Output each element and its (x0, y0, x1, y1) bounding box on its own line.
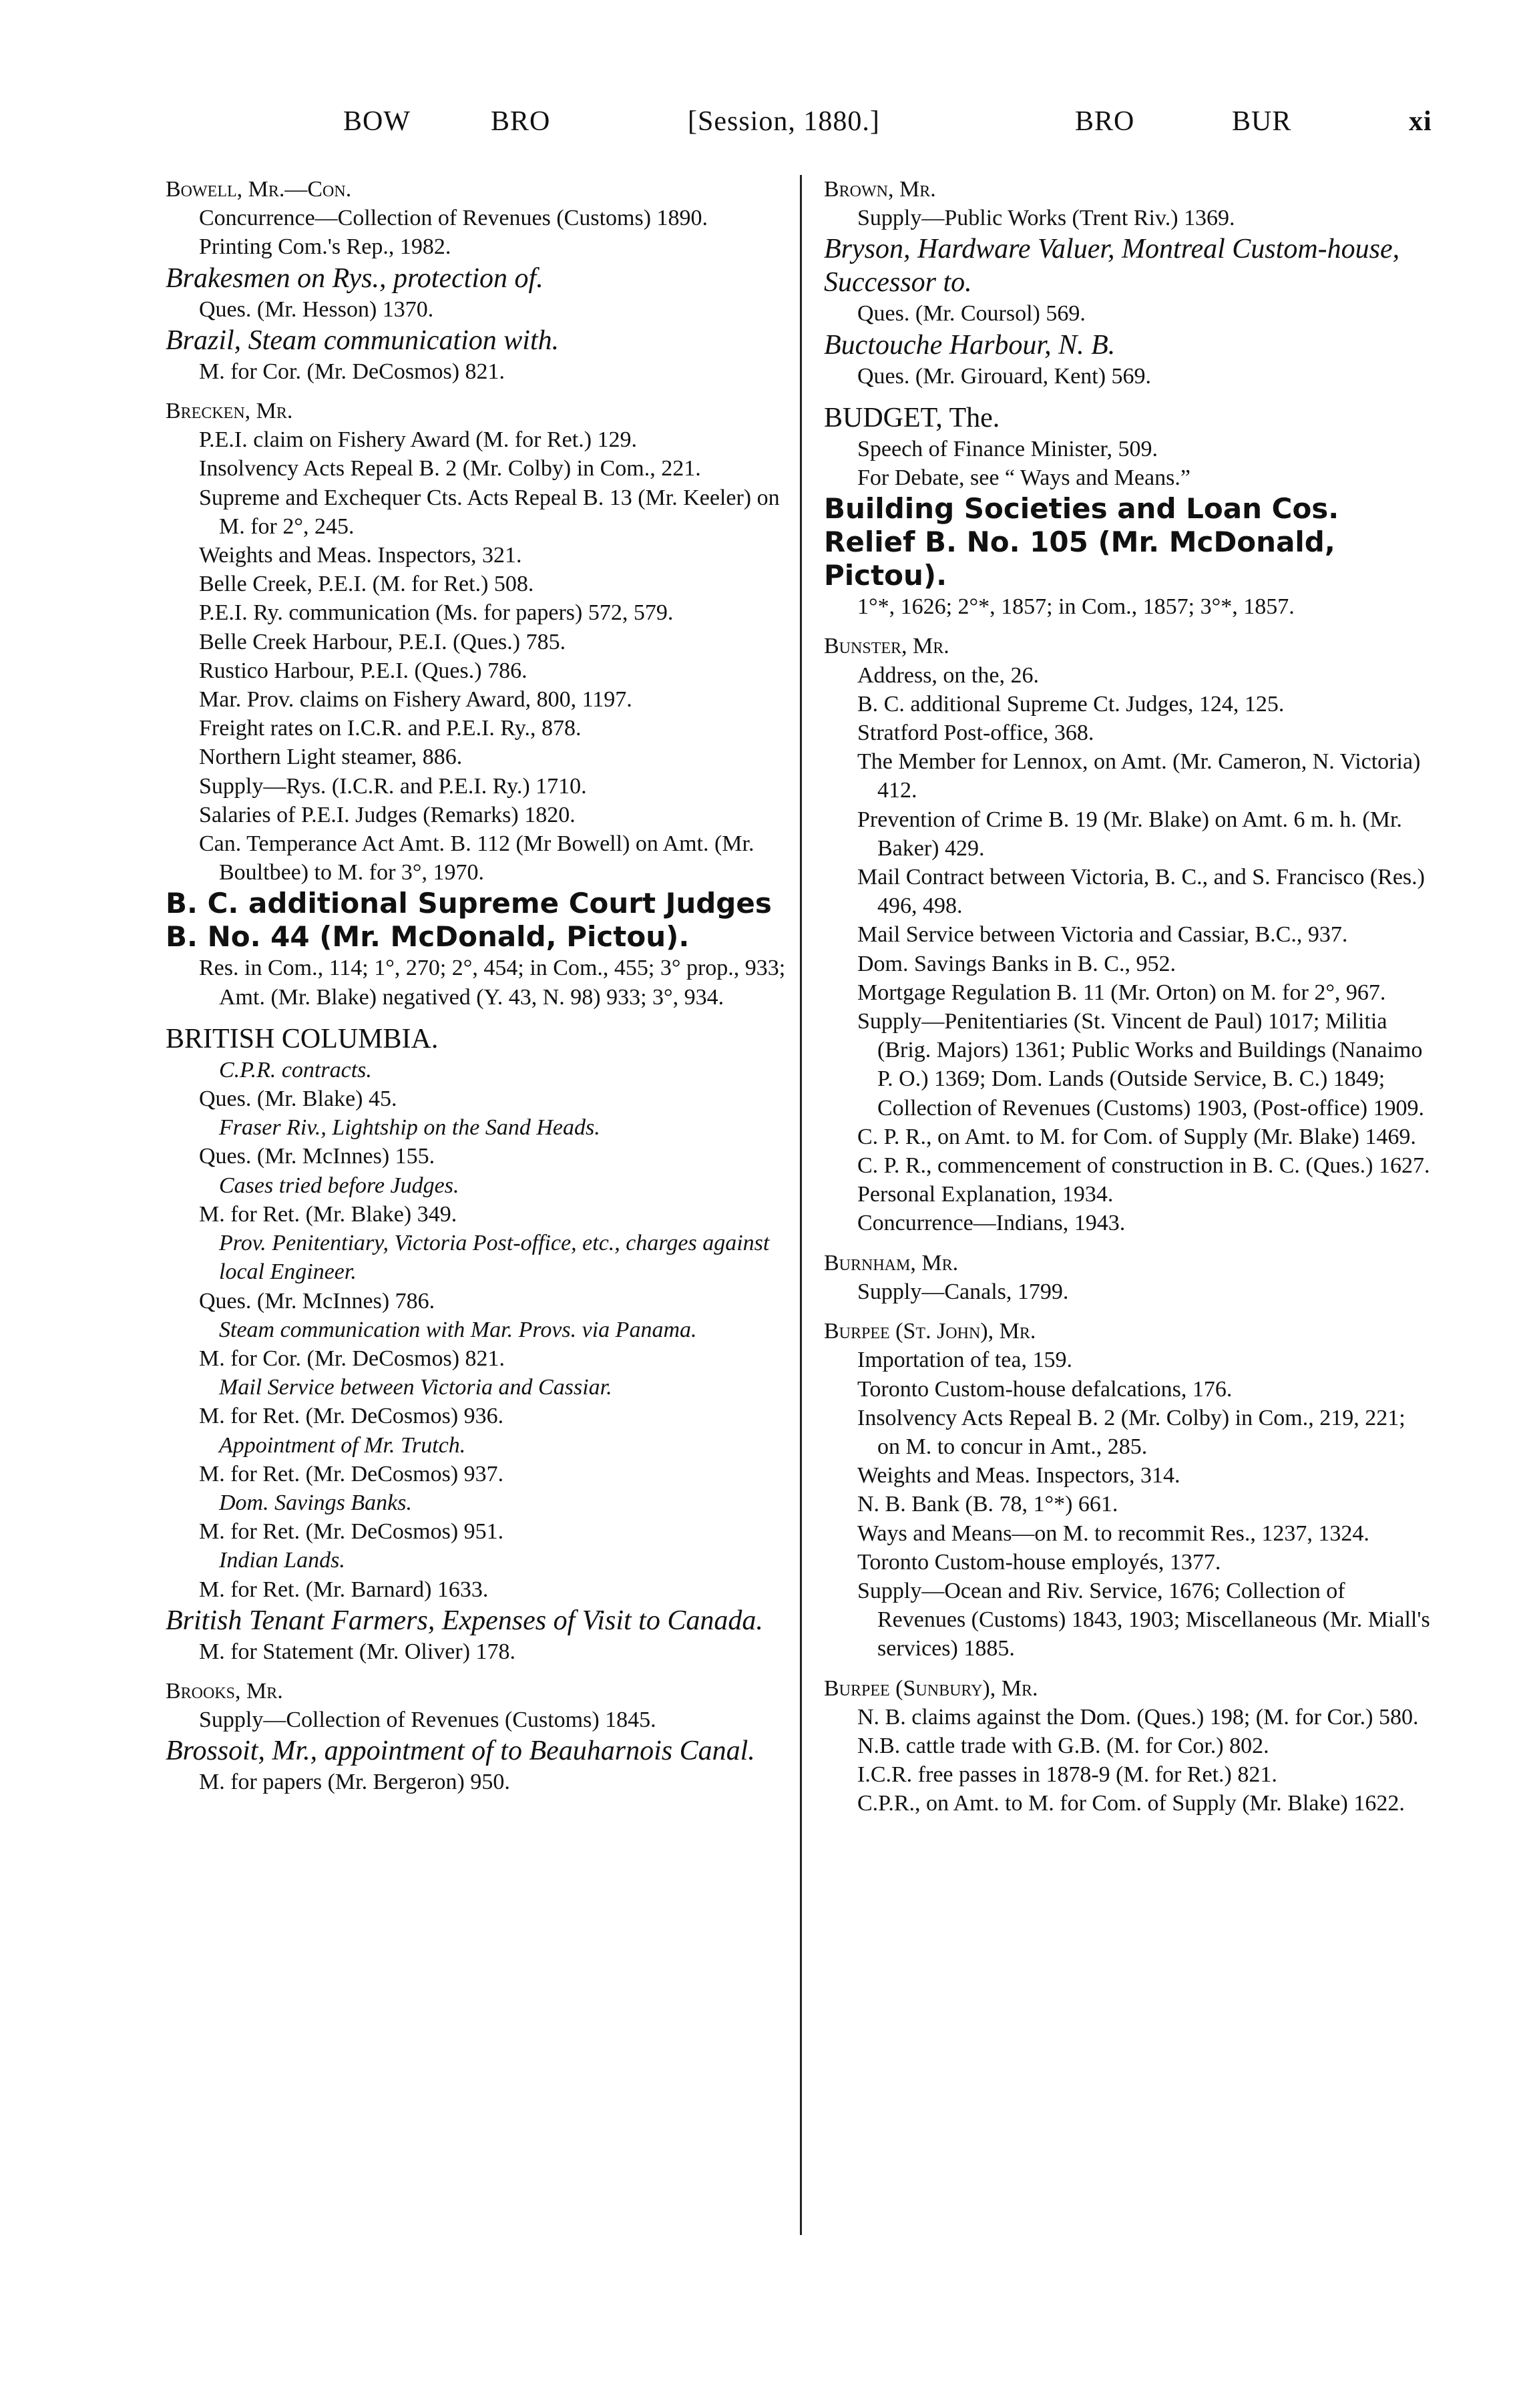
index-entry: Insolvency Acts Repeal B. 2 (Mr. Colby) in Com., 221. (199, 456, 701, 481)
index-heading: Brown, Mr. (824, 177, 936, 202)
index-entry: Ways and Means—on M. to recommit Res., 1237, 1324. (857, 1521, 1369, 1546)
page-number: xi (1409, 106, 1432, 137)
index-heading: Burpee (Sunbury), Mr. (824, 1675, 1038, 1701)
index-entry: Dom. Savings Banks in B. C., 952. (857, 951, 1176, 976)
index-entry: Supply—Penitentiaries (St. Vincent de Paul) 1017; Militia (Brig. Majors) 1361; Public Works and Buildings (Nanaimo P. O.) 1369; Dom. Lands (Outside Service, B. C.) 1849; Collection of Revenues (Customs) 1903, (Post-office) 1909. (857, 1009, 1425, 1121)
index-entry: Toronto Custom-house employés, 1377. (857, 1549, 1221, 1575)
index-entry: Insolvency Acts Repeal B. 2 (Mr. Colby) in Com., 219, 221; on M. to concur in Amt., 285. (857, 1405, 1405, 1459)
index-heading: Burnham, Mr. (824, 1250, 959, 1275)
left-column (166, 175, 789, 1797)
index-heading: Buctouche Harbour, N. B. (824, 329, 1116, 361)
right-column (824, 175, 1432, 1818)
index-entry: M. for Cor. (Mr. DeCosmos) 821. (199, 359, 505, 384)
index-entry: C. P. R., commencement of construction in B. C. (Ques.) 1627. (857, 1153, 1430, 1179)
index-subheading: Appointment of Mr. Trutch. (219, 1432, 466, 1458)
index-entry: Can. Temperance Act Amt. B. 112 (Mr Bowell) on Amt. (Mr. Boultbee) to M. for 3°, 1970. (199, 831, 754, 885)
header-right-first: BRO (1075, 106, 1135, 137)
index-heading: B. C. additional Supreme Court Judges B. No. 44 (Mr. McDonald, Pictou). (166, 887, 772, 954)
index-entry: M. for Cor. (Mr. DeCosmos) 821. (199, 1346, 505, 1371)
index-entry: M. for Ret. (Mr. DeCosmos) 937. (199, 1461, 504, 1486)
index-entry: N. B. Bank (B. 78, 1°*) 661. (857, 1492, 1118, 1517)
index-entry: Ques. (Mr. McInnes) 786. (199, 1288, 435, 1314)
index-entry: B. C. additional Supreme Ct. Judges, 124, 125. (857, 691, 1285, 717)
index-entry: N.B. cattle trade with G.B. (M. for Cor.) 802. (857, 1733, 1269, 1758)
index-heading: Brossoit, Mr., appointment of to Beauharnois Canal. (166, 1736, 755, 1767)
index-entry: Printing Com.'s Rep., 1982. (199, 234, 451, 260)
index-entry: C. P. R., on Amt. to M. for Com. of Supply (Mr. Blake) 1469. (857, 1124, 1416, 1149)
index-entry: Ques. (Mr. Girouard, Kent) 569. (857, 363, 1152, 389)
index-entry: M. for Ret. (Mr. Barnard) 1633. (199, 1577, 489, 1602)
index-entry: Ques. (Mr. Hesson) 1370. (199, 296, 434, 322)
index-subheading: Mail Service between Victoria and Cassiar. (219, 1375, 612, 1400)
running-header (0, 100, 1525, 154)
index-subheading: Prov. Penitentiary, Victoria Post-office, etc., charges against local Engineer. (219, 1231, 770, 1285)
index-subheading: Indian Lands. (219, 1548, 345, 1573)
header-session: [Session, 1880.] (688, 106, 880, 137)
index-entry: Supreme and Exchequer Cts. Acts Repeal B. 13 (Mr. Keeler) on M. for 2°, 245. (199, 485, 780, 539)
index-entry: Supply—Public Works (Trent Riv.) 1369. (857, 206, 1235, 231)
index-heading: Bunster, Mr. (824, 634, 949, 659)
index-heading: Brazil, Steam communication with. (166, 325, 560, 356)
index-heading: Burpee (St. John), Mr. (824, 1319, 1036, 1344)
index-subheading: Steam communication with Mar. Provs. via Panama. (219, 1317, 697, 1342)
index-entry: Speech of Finance Minister, 509. (857, 436, 1158, 461)
header-right-second: BUR (1232, 106, 1292, 137)
index-entry: P.E.I. claim on Fishery Award (M. for Ret.) 129. (199, 427, 638, 453)
index-entry: Toronto Custom-house defalcations, 176. (857, 1376, 1233, 1402)
index-entry: Importation of tea, 159. (857, 1348, 1072, 1373)
index-subheading: Cases tried before Judges. (219, 1173, 459, 1198)
index-entry: Personal Explanation, 1934. (857, 1182, 1114, 1207)
index-entry: Weights and Meas. Inspectors, 314. (857, 1463, 1180, 1488)
index-heading: British Tenant Farmers, Expenses of Visit to Canada. (166, 1605, 763, 1636)
index-entry: Address, on the, 26. (857, 662, 1039, 688)
header-left-first: BOW (343, 106, 411, 137)
index-subheading: Fraser Riv., Lightship on the Sand Heads. (219, 1115, 600, 1141)
index-heading: Building Societies and Loan Cos. Relief B. No. 105 (Mr. McDonald, Pictou). (824, 492, 1339, 592)
index-entry: M. for Ret. (Mr. DeCosmos) 951. (199, 1519, 504, 1545)
index-entry: N. B. claims against the Dom. (Ques.) 198; (M. for Cor.) 580. (857, 1704, 1419, 1730)
index-subheading: Dom. Savings Banks. (219, 1490, 412, 1515)
index-entry: Ques. (Mr. Coursol) 569. (857, 301, 1086, 327)
index-entry: Northern Light steamer, 886. (199, 745, 463, 770)
index-subheading: C.P.R. contracts. (219, 1057, 372, 1082)
index-heading: Bryson, Hardware Valuer, Montreal Custom-house, Successor to. (824, 234, 1400, 298)
column-divider (800, 175, 802, 2235)
index-entry: Concurrence—Collection of Revenues (Customs) 1890. (199, 206, 708, 231)
index-entry: M. for Ret. (Mr. DeCosmos) 936. (199, 1404, 504, 1429)
index-entry: Salaries of P.E.I. Judges (Remarks) 1820. (199, 802, 576, 827)
index-entry: M. for Ret. (Mr. Blake) 349. (199, 1201, 457, 1227)
index-entry: Supply—Rys. (I.C.R. and P.E.I. Ry.) 1710. (199, 773, 587, 799)
index-entry: Belle Creek, P.E.I. (M. for Ret.) 508. (199, 572, 534, 597)
index-entry: Mail Service between Victoria and Cassiar, B.C., 937. (857, 922, 1348, 948)
index-entry: Ques. (Mr. McInnes) 155. (199, 1144, 435, 1169)
index-entry: Belle Creek Harbour, P.E.I. (Ques.) 785. (199, 629, 566, 654)
index-entry: The Member for Lennox, on Amt. (Mr. Cameron, N. Victoria) 412. (857, 749, 1421, 803)
index-entry: C.P.R., on Amt. to M. for Com. of Supply (Mr. Blake) 1622. (857, 1791, 1405, 1816)
index-entry: M. for Statement (Mr. Oliver) 178. (199, 1639, 516, 1664)
index-entry: Supply—Collection of Revenues (Customs) 1845. (199, 1708, 656, 1733)
index-entry: For Debate, see “ Ways and Means.” (857, 465, 1190, 491)
index-heading: Brecken, Mr. (166, 399, 293, 424)
index-entry: Mar. Prov. claims on Fishery Award, 800, 1197. (199, 687, 632, 713)
index-entry: Concurrence—Indians, 1943. (857, 1211, 1126, 1236)
index-entry: Supply—Canals, 1799. (857, 1279, 1069, 1304)
index-entry: I.C.R. free passes in 1878-9 (M. for Ret.) 821. (857, 1762, 1277, 1788)
index-heading: Brooks, Mr. (166, 1678, 283, 1703)
index-entry: Ques. (Mr. Blake) 45. (199, 1086, 397, 1112)
index-entry: P.E.I. Ry. communication (Ms. for papers) 572, 579. (199, 600, 674, 626)
index-entry: M. for papers (Mr. Bergeron) 950. (199, 1770, 510, 1795)
index-entry: Mortgage Regulation B. 11 (Mr. Orton) on M. for 2°, 967. (857, 980, 1386, 1005)
index-entry: Mail Contract between Victoria, B. C., and S. Francisco (Res.) 496, 498. (857, 865, 1425, 919)
index-entry: Rustico Harbour, P.E.I. (Ques.) 786. (199, 658, 527, 683)
index-entry: Res. in Com., 114; 1°, 270; 2°, 454; in Com., 455; 3° prop., 933; Amt. (Mr. Blake) negatived (Y. 43, N. 98) 933; 3°, 934. (199, 956, 786, 1010)
index-entry: Weights and Meas. Inspectors, 321. (199, 543, 522, 568)
index-heading: Bowell, Mr.—Con. (166, 177, 352, 202)
index-heading: BRITISH COLUMBIA. (166, 1023, 439, 1054)
index-entry: Stratford Post-office, 368. (857, 721, 1094, 746)
header-left-second: BRO (491, 106, 551, 137)
index-heading: BUDGET, The. (824, 402, 1000, 433)
index-entry: Prevention of Crime B. 19 (Mr. Blake) on Amt. 6 m. h. (Mr. Baker) 429. (857, 807, 1402, 861)
index-entry: Freight rates on I.C.R. and P.E.I. Ry., 878. (199, 716, 582, 741)
index-entry: 1°*, 1626; 2°*, 1857; in Com., 1857; 3°*, 1857. (857, 594, 1295, 620)
index-heading: Brakesmen on Rys., protection of. (166, 262, 543, 294)
index-entry: Supply—Ocean and Riv. Service, 1676; Collection of Revenues (Customs) 1843, 1903; Miscellaneous (Mr. Miall's services) 1885. (857, 1578, 1430, 1661)
